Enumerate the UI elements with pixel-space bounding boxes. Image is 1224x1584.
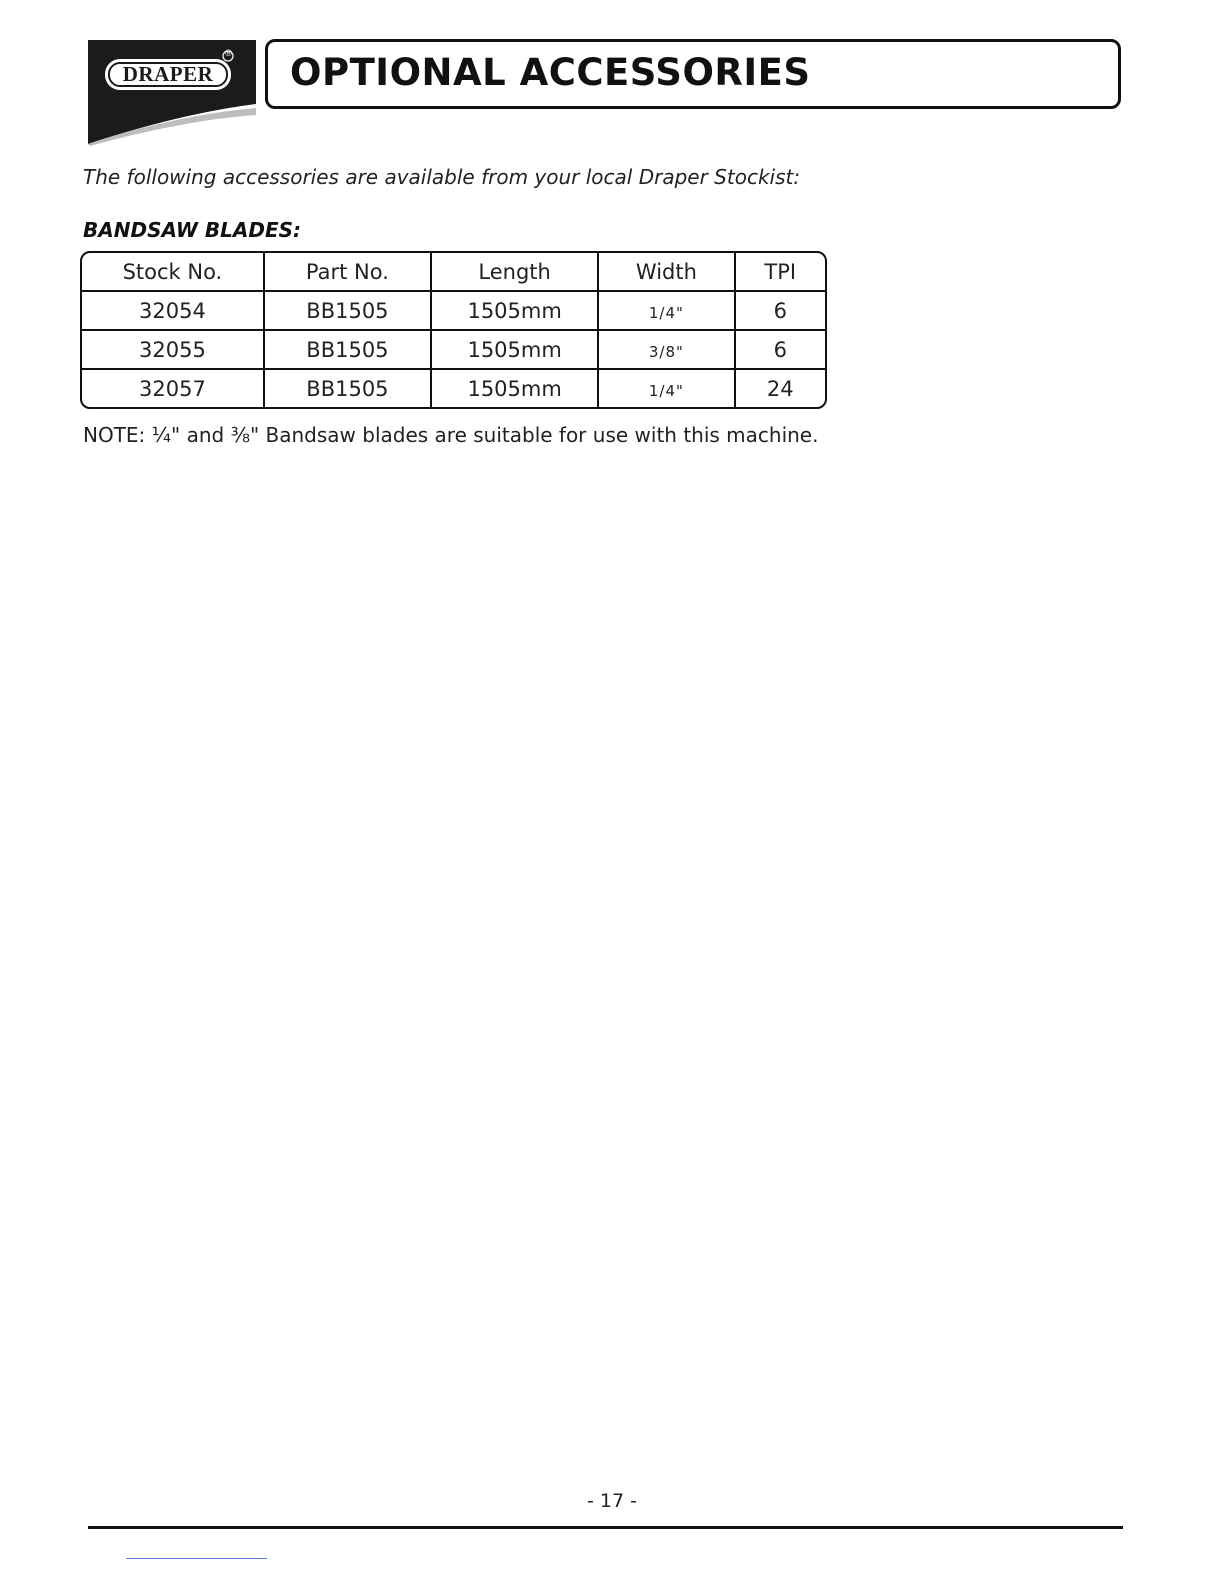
cell-stock-no: 32057 xyxy=(82,370,265,407)
column-header-stock-no: Stock No. xyxy=(82,253,265,292)
page-title: OPTIONAL ACCESSORIES xyxy=(290,51,811,94)
cell-width xyxy=(599,370,735,407)
column-header-length: Length xyxy=(432,253,599,292)
cell-tpi: 6 xyxy=(736,292,825,331)
cell-width xyxy=(599,292,735,331)
section-heading: BANDSAW BLADES: xyxy=(83,218,302,242)
title-box xyxy=(265,39,1121,109)
width-value: 3/8" xyxy=(648,342,684,361)
footer-link-underline xyxy=(126,1558,267,1559)
note-text: NOTE: ¼" and ⅜" Bandsaw blades are suitable for use with this machine. xyxy=(83,423,819,447)
table-header-row xyxy=(82,253,825,292)
intro-text: The following accessories are available from your local Draper Stockist: xyxy=(83,165,801,189)
table-row xyxy=(82,331,825,370)
table-row xyxy=(82,292,825,331)
cell-part-no: BB1505 xyxy=(265,331,432,370)
footer-divider xyxy=(88,1526,1123,1529)
cell-part-no: BB1505 xyxy=(265,292,432,331)
cell-length: 1505mm xyxy=(432,370,599,407)
cell-tpi: 6 xyxy=(736,331,825,370)
logo-wordmark: DRAPER xyxy=(122,62,214,86)
cell-stock-no: 32055 xyxy=(82,331,265,370)
cell-tpi: 24 xyxy=(766,376,794,401)
registered-mark: ® xyxy=(224,49,233,59)
bandsaw-blades-table xyxy=(80,251,827,409)
cell-width xyxy=(599,331,735,370)
width-value: 1/4" xyxy=(648,381,684,400)
page-number: - 17 - xyxy=(587,1490,637,1512)
column-header-tpi: TPI xyxy=(736,253,825,292)
cell-part-no: BB1505 xyxy=(265,370,432,407)
cell-stock-no: 32054 xyxy=(82,292,265,331)
width-value: 1/4" xyxy=(648,303,684,322)
table-row xyxy=(82,370,825,407)
column-header-width: Width xyxy=(599,253,735,292)
column-header-part-no: Part No. xyxy=(265,253,432,292)
cell-length: 1505mm xyxy=(432,331,599,370)
cell-length: 1505mm xyxy=(432,292,599,331)
